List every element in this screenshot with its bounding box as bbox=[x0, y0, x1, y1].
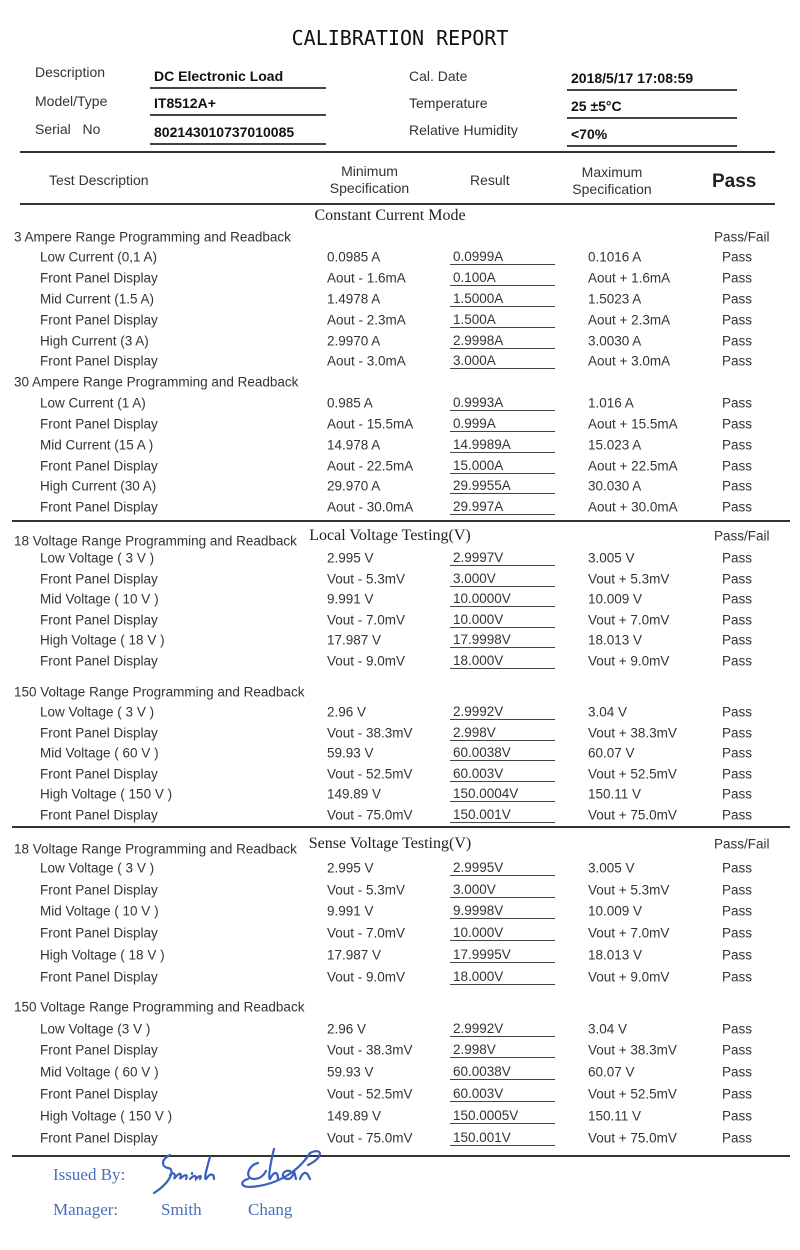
cal-date-label: Cal. Date bbox=[409, 68, 468, 84]
table-row bbox=[0, 901, 800, 923]
test-description: High Voltage ( 18 V ) bbox=[40, 632, 165, 648]
table-row bbox=[0, 702, 800, 723]
test-description: Mid Voltage ( 10 V ) bbox=[40, 591, 159, 607]
model-value: IT8512A+ bbox=[150, 93, 326, 116]
pass-status: Pass bbox=[722, 437, 753, 453]
table-row bbox=[0, 630, 800, 651]
pass-status: Pass bbox=[722, 745, 753, 761]
maximum-spec: Vout + 9.0mV bbox=[588, 653, 670, 669]
result-value: 3.000A bbox=[450, 353, 555, 369]
manager-last-name: Chang bbox=[248, 1200, 293, 1219]
col-minimum-line2: Specification bbox=[329, 180, 410, 196]
test-description: Front Panel Display bbox=[40, 312, 158, 328]
minimum-spec: 1.4978 A bbox=[327, 291, 381, 307]
test-description: Mid Voltage ( 10 V ) bbox=[40, 903, 159, 919]
minimum-spec: Vout - 5.3mV bbox=[327, 882, 406, 898]
maximum-spec: Vout + 38.3mV bbox=[588, 1042, 677, 1058]
minimum-spec: Vout - 7.0mV bbox=[327, 612, 406, 628]
test-description: Front Panel Display bbox=[40, 1130, 158, 1146]
section-header bbox=[0, 524, 800, 548]
divider bbox=[20, 151, 775, 153]
table-row bbox=[0, 651, 800, 672]
test-description: Front Panel Display bbox=[40, 1042, 158, 1058]
result-value: 2.9995V bbox=[450, 860, 555, 876]
result-value: 17.9995V bbox=[450, 947, 555, 963]
test-description: Front Panel Display bbox=[40, 1086, 158, 1102]
result-value: 0.0999A bbox=[450, 249, 555, 265]
serial-label: Serial No bbox=[35, 121, 101, 137]
section-constant-current bbox=[0, 205, 800, 518]
group-header-row bbox=[0, 226, 800, 247]
serial-value: 802143010737010085 bbox=[150, 122, 326, 145]
pass-fail-label: Pass/Fail bbox=[714, 229, 770, 244]
maximum-spec: 30.030 A bbox=[588, 478, 642, 494]
test-description: Front Panel Display bbox=[40, 612, 158, 628]
result-value: 0.9993A bbox=[450, 395, 555, 411]
maximum-spec: 18.013 V bbox=[588, 632, 643, 648]
test-description: Front Panel Display bbox=[40, 270, 158, 286]
result-value: 150.001V bbox=[450, 807, 555, 823]
table-row bbox=[0, 497, 800, 518]
minimum-spec: Aout - 2.3mA bbox=[327, 312, 406, 328]
pass-status: Pass bbox=[722, 353, 753, 369]
table-row bbox=[0, 434, 800, 455]
report-title: CALIBRATION REPORT bbox=[291, 26, 509, 50]
section-header bbox=[0, 831, 800, 857]
maximum-spec: 15.023 A bbox=[588, 437, 642, 453]
table-row bbox=[0, 784, 800, 805]
test-description: Front Panel Display bbox=[40, 458, 158, 474]
maximum-spec: Vout + 9.0mV bbox=[588, 969, 670, 985]
maximum-spec: Vout + 5.3mV bbox=[588, 571, 670, 587]
minimum-spec: Vout - 5.3mV bbox=[327, 571, 406, 587]
test-description: Front Panel Display bbox=[40, 725, 158, 741]
table-row bbox=[0, 569, 800, 590]
pass-status: Pass bbox=[722, 458, 753, 474]
test-description: High Voltage ( 150 V ) bbox=[40, 786, 173, 802]
maximum-spec: Aout + 1.6mA bbox=[588, 270, 671, 286]
maximum-spec: 3.04 V bbox=[588, 704, 628, 720]
pass-status: Pass bbox=[722, 591, 753, 607]
group-header: 18 Voltage Range Programming and Readback bbox=[14, 841, 297, 857]
table-row bbox=[0, 944, 800, 966]
table-row bbox=[0, 309, 800, 330]
group-header: 150 Voltage Range Programming and Readback bbox=[14, 684, 305, 699]
issued-by-label: Issued By: bbox=[53, 1165, 126, 1184]
pass-status: Pass bbox=[722, 903, 753, 919]
result-value: 3.000V bbox=[450, 882, 555, 898]
test-description: Low Voltage (3 V ) bbox=[40, 1021, 151, 1037]
maximum-spec: Vout + 52.5mV bbox=[588, 766, 677, 782]
minimum-spec: 9.991 V bbox=[327, 903, 374, 919]
test-description: Low Voltage ( 3 V ) bbox=[40, 860, 155, 876]
maximum-spec: Aout + 2.3mA bbox=[588, 312, 671, 328]
result-value: 3.000V bbox=[450, 571, 555, 587]
result-value: 2.9998A bbox=[450, 333, 555, 349]
test-description: High Current (3 A) bbox=[40, 333, 149, 349]
col-pass: Pass bbox=[712, 171, 757, 192]
maximum-spec: Vout + 75.0mV bbox=[588, 807, 677, 823]
result-value: 60.0038V bbox=[450, 745, 555, 761]
result-value: 29.997A bbox=[450, 499, 555, 515]
maximum-spec: Vout + 38.3mV bbox=[588, 725, 677, 741]
section-header bbox=[0, 205, 800, 226]
col-maximum bbox=[567, 164, 657, 198]
result-value: 18.000V bbox=[450, 653, 555, 669]
humidity-label: Relative Humidity bbox=[409, 122, 518, 138]
table-row bbox=[0, 268, 800, 289]
maximum-spec: 3.005 V bbox=[588, 860, 635, 876]
manager-label: Manager: bbox=[53, 1200, 119, 1219]
pass-status: Pass bbox=[722, 1130, 753, 1146]
test-description: Mid Voltage ( 60 V ) bbox=[40, 1064, 159, 1080]
table-row bbox=[0, 247, 800, 268]
pass-status: Pass bbox=[722, 882, 753, 898]
minimum-spec: Vout - 75.0mV bbox=[327, 807, 413, 823]
table-row bbox=[0, 610, 800, 631]
test-description: Mid Voltage ( 60 V ) bbox=[40, 745, 159, 761]
maximum-spec: Aout + 3.0mA bbox=[588, 353, 671, 369]
temperature-label: Temperature bbox=[409, 95, 488, 111]
signature-image bbox=[140, 1135, 330, 1205]
section-title: Constant Current Mode bbox=[314, 206, 466, 224]
test-description: Front Panel Display bbox=[40, 882, 158, 898]
pass-status: Pass bbox=[722, 550, 753, 566]
minimum-spec: 29.970 A bbox=[327, 478, 381, 494]
result-value: 2.998V bbox=[450, 725, 555, 741]
test-description: Front Panel Display bbox=[40, 807, 158, 823]
result-value: 17.9998V bbox=[450, 632, 555, 648]
table-row bbox=[0, 922, 800, 944]
pass-status: Pass bbox=[722, 632, 753, 648]
result-value: 1.500A bbox=[450, 312, 555, 328]
minimum-spec: 14.978 A bbox=[327, 437, 381, 453]
result-value: 29.9955A bbox=[450, 478, 555, 494]
table-row bbox=[0, 764, 800, 785]
pass-status: Pass bbox=[722, 612, 753, 628]
pass-status: Pass bbox=[722, 653, 753, 669]
test-description: High Voltage ( 150 V ) bbox=[40, 1108, 173, 1124]
minimum-spec: Vout - 38.3mV bbox=[327, 725, 413, 741]
maximum-spec: Aout + 15.5mA bbox=[588, 416, 678, 432]
group-header-row bbox=[0, 372, 800, 393]
group-header: 30 Ampere Range Programming and Readback bbox=[14, 374, 299, 390]
test-description: Low Voltage ( 3 V ) bbox=[40, 704, 155, 720]
minimum-spec: Vout - 9.0mV bbox=[327, 969, 406, 985]
test-description: Front Panel Display bbox=[40, 571, 158, 587]
maximum-spec: 1.5023 A bbox=[588, 291, 642, 307]
pass-status: Pass bbox=[722, 860, 753, 876]
result-value: 2.998V bbox=[450, 1042, 555, 1058]
maximum-spec: 10.009 V bbox=[588, 591, 643, 607]
group-header-row bbox=[0, 996, 800, 1018]
result-value: 2.9997V bbox=[450, 550, 555, 566]
minimum-spec: Vout - 38.3mV bbox=[327, 1042, 413, 1058]
pass-status: Pass bbox=[722, 416, 753, 432]
pass-status: Pass bbox=[722, 1021, 753, 1037]
col-test-description: Test Description bbox=[49, 172, 149, 188]
maximum-spec: 3.0030 A bbox=[588, 333, 642, 349]
minimum-spec: Aout - 3.0mA bbox=[327, 353, 406, 369]
minimum-spec: 2.995 V bbox=[327, 860, 374, 876]
table-row bbox=[0, 723, 800, 744]
minimum-spec: 17.987 V bbox=[327, 632, 382, 648]
minimum-spec: Aout - 30.0mA bbox=[327, 499, 414, 515]
result-value: 15.000A bbox=[450, 458, 555, 474]
maximum-spec: Vout + 7.0mV bbox=[588, 612, 670, 628]
test-description: Front Panel Display bbox=[40, 499, 158, 515]
table-row bbox=[0, 589, 800, 610]
maximum-spec: Aout + 22.5mA bbox=[588, 458, 678, 474]
table-row bbox=[0, 805, 800, 826]
pass-status: Pass bbox=[722, 1064, 753, 1080]
result-value: 10.000V bbox=[450, 925, 555, 941]
table-row bbox=[0, 1083, 800, 1105]
col-minimum bbox=[322, 163, 417, 197]
minimum-spec: 149.89 V bbox=[327, 786, 382, 802]
section-local-voltage bbox=[0, 524, 800, 825]
pass-status: Pass bbox=[722, 786, 753, 802]
table-row bbox=[0, 879, 800, 901]
minimum-spec: Aout - 15.5mA bbox=[327, 416, 414, 432]
minimum-spec: 59.93 V bbox=[327, 1064, 374, 1080]
maximum-spec: 0.1016 A bbox=[588, 249, 642, 265]
result-value: 18.000V bbox=[450, 969, 555, 985]
group-header-row bbox=[0, 681, 800, 702]
maximum-spec: 1.016 A bbox=[588, 395, 634, 411]
col-maximum-line1: Maximum bbox=[581, 164, 643, 180]
minimum-spec: 0.985 A bbox=[327, 395, 373, 411]
result-value: 150.001V bbox=[450, 1130, 555, 1146]
result-value: 2.9992V bbox=[450, 704, 555, 720]
result-value: 1.5000A bbox=[450, 291, 555, 307]
result-value: 2.9992V bbox=[450, 1021, 555, 1037]
test-description: Front Panel Display bbox=[40, 653, 158, 669]
group-header: 18 Voltage Range Programming and Readback bbox=[14, 533, 297, 549]
test-description: Mid Current (1.5 A) bbox=[40, 291, 155, 307]
table-row bbox=[0, 1040, 800, 1062]
pass-status: Pass bbox=[722, 270, 753, 286]
col-result: Result bbox=[470, 172, 510, 188]
test-description: High Voltage ( 18 V ) bbox=[40, 947, 165, 963]
pass-status: Pass bbox=[722, 925, 753, 941]
table-row bbox=[0, 1018, 800, 1040]
result-value: 60.0038V bbox=[450, 1064, 555, 1080]
description-value: DC Electronic Load bbox=[150, 66, 326, 89]
pass-status: Pass bbox=[722, 725, 753, 741]
table-row bbox=[0, 1127, 800, 1149]
test-description: Low Current (0,1 A) bbox=[40, 249, 158, 265]
pass-fail-label: Pass/Fail bbox=[714, 528, 770, 544]
pass-status: Pass bbox=[722, 571, 753, 587]
pass-status: Pass bbox=[722, 1042, 753, 1058]
result-value: 9.9998V bbox=[450, 903, 555, 919]
result-value: 0.100A bbox=[450, 270, 555, 286]
section-title: Local Voltage Testing(V) bbox=[309, 527, 471, 544]
pass-status: Pass bbox=[722, 704, 753, 720]
test-description: Front Panel Display bbox=[40, 416, 158, 432]
pass-status: Pass bbox=[722, 1086, 753, 1102]
test-description: Low Voltage ( 3 V ) bbox=[40, 550, 155, 566]
minimum-spec: Vout - 9.0mV bbox=[327, 653, 406, 669]
cal-date-value: 2018/5/17 17:08:59 bbox=[567, 68, 737, 91]
result-value: 150.0005V bbox=[450, 1108, 555, 1124]
maximum-spec: 18.013 V bbox=[588, 947, 643, 963]
maximum-spec: 3.005 V bbox=[588, 550, 635, 566]
pass-status: Pass bbox=[722, 312, 753, 328]
maximum-spec: Vout + 52.5mV bbox=[588, 1086, 677, 1102]
table-row bbox=[0, 1061, 800, 1083]
minimum-spec: 2.9970 A bbox=[327, 333, 381, 349]
test-description: Mid Current (15 A ) bbox=[40, 437, 154, 453]
table-row bbox=[0, 743, 800, 764]
pass-status: Pass bbox=[722, 478, 753, 494]
minimum-spec: 17.987 V bbox=[327, 947, 382, 963]
test-description: Front Panel Display bbox=[40, 353, 158, 369]
minimum-spec: 59.93 V bbox=[327, 745, 374, 761]
minimum-spec: 149.89 V bbox=[327, 1108, 382, 1124]
manager-first-name: Smith bbox=[161, 1200, 202, 1219]
divider bbox=[12, 826, 790, 828]
maximum-spec: 10.009 V bbox=[588, 903, 643, 919]
pass-status: Pass bbox=[722, 947, 753, 963]
table-row bbox=[0, 1105, 800, 1127]
table-row bbox=[0, 289, 800, 310]
test-description: High Current (30 A) bbox=[40, 478, 157, 494]
test-description: Front Panel Display bbox=[40, 925, 158, 941]
table-row bbox=[0, 393, 800, 414]
pass-status: Pass bbox=[722, 969, 753, 985]
result-value: 14.9989A bbox=[450, 437, 555, 453]
section-sense-voltage bbox=[0, 831, 800, 1149]
test-description: Front Panel Display bbox=[40, 766, 158, 782]
table-row bbox=[0, 330, 800, 351]
minimum-spec: Aout - 22.5mA bbox=[327, 458, 414, 474]
table-row bbox=[0, 857, 800, 879]
col-minimum-line1: Minimum bbox=[341, 163, 398, 179]
pass-status: Pass bbox=[722, 249, 753, 265]
pass-status: Pass bbox=[722, 291, 753, 307]
result-value: 60.003V bbox=[450, 1086, 555, 1102]
pass-status: Pass bbox=[722, 766, 753, 782]
minimum-spec: Vout - 75.0mV bbox=[327, 1130, 413, 1146]
minimum-spec: Aout - 1.6mA bbox=[327, 270, 406, 286]
table-row bbox=[0, 966, 800, 988]
test-description: Low Current (1 A) bbox=[40, 395, 146, 411]
minimum-spec: 2.96 V bbox=[327, 1021, 367, 1037]
maximum-spec: 150.11 V bbox=[588, 1108, 642, 1124]
table-row bbox=[0, 548, 800, 569]
maximum-spec: Vout + 7.0mV bbox=[588, 925, 670, 941]
divider bbox=[12, 1155, 790, 1157]
model-label: Model/Type bbox=[35, 93, 108, 109]
maximum-spec: Vout + 75.0mV bbox=[588, 1130, 677, 1146]
group-header: 3 Ampere Range Programming and Readback bbox=[14, 229, 291, 244]
maximum-spec: 3.04 V bbox=[588, 1021, 628, 1037]
minimum-spec: Vout - 52.5mV bbox=[327, 1086, 413, 1102]
test-description: Front Panel Display bbox=[40, 969, 158, 985]
table-row bbox=[0, 414, 800, 435]
minimum-spec: 2.96 V bbox=[327, 704, 367, 720]
table-row bbox=[0, 476, 800, 497]
result-value: 60.003V bbox=[450, 766, 555, 782]
minimum-spec: 9.991 V bbox=[327, 591, 374, 607]
minimum-spec: 0.0985 A bbox=[327, 249, 381, 265]
section-title: Sense Voltage Testing(V) bbox=[308, 835, 472, 852]
table-row bbox=[0, 455, 800, 476]
temperature-value: 25 ±5°C bbox=[567, 96, 737, 119]
result-value: 10.0000V bbox=[450, 591, 555, 607]
pass-status: Pass bbox=[722, 807, 753, 823]
result-value: 10.000V bbox=[450, 612, 555, 628]
result-value: 150.0004V bbox=[450, 786, 555, 802]
maximum-spec: 60.07 V bbox=[588, 745, 635, 761]
minimum-spec: Vout - 52.5mV bbox=[327, 766, 413, 782]
table-row bbox=[0, 351, 800, 372]
humidity-value: <70% bbox=[567, 124, 737, 147]
pass-status: Pass bbox=[722, 499, 753, 515]
col-maximum-line2: Specification bbox=[572, 181, 652, 197]
minimum-spec: 2.995 V bbox=[327, 550, 374, 566]
description-label: Description bbox=[35, 64, 106, 80]
pass-status: Pass bbox=[722, 1108, 753, 1124]
divider bbox=[12, 520, 790, 522]
result-value: 0.999A bbox=[450, 416, 555, 432]
maximum-spec: 60.07 V bbox=[588, 1064, 635, 1080]
group-header: 150 Voltage Range Programming and Readback bbox=[14, 999, 305, 1015]
maximum-spec: 150.11 V bbox=[588, 786, 642, 802]
maximum-spec: Aout + 30.0mA bbox=[588, 499, 678, 515]
pass-status: Pass bbox=[722, 333, 753, 349]
pass-fail-label: Pass/Fail bbox=[714, 836, 770, 852]
pass-status: Pass bbox=[722, 395, 753, 411]
maximum-spec: Vout + 5.3mV bbox=[588, 882, 670, 898]
minimum-spec: Vout - 7.0mV bbox=[327, 925, 406, 941]
